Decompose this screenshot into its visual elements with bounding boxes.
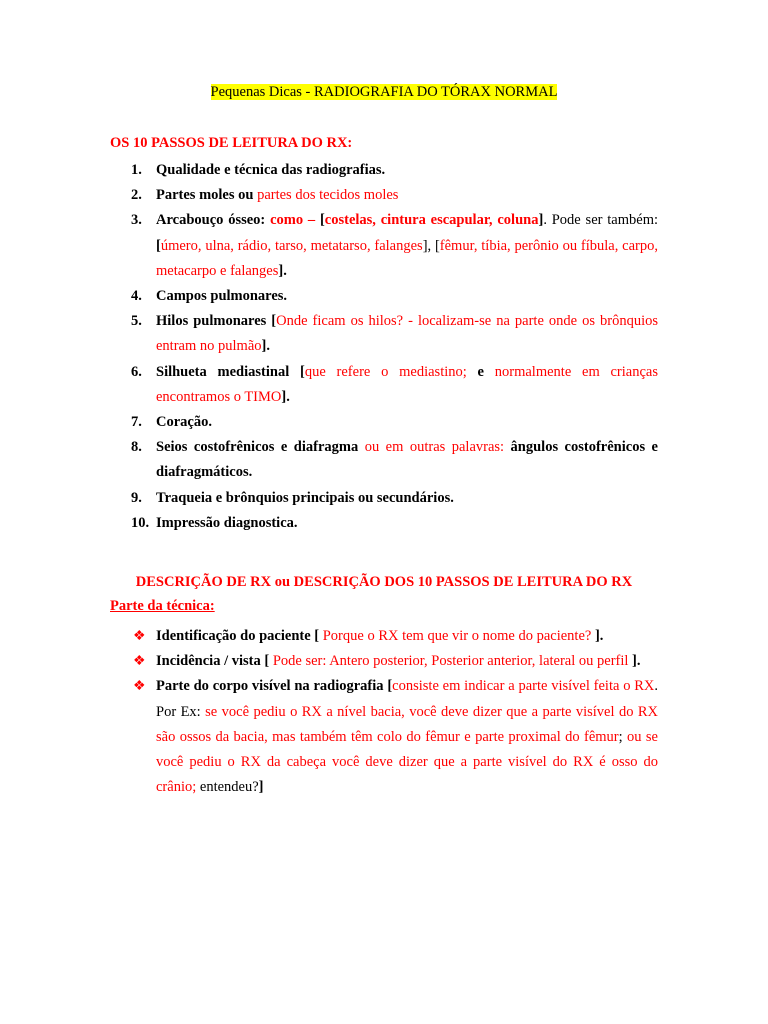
list-item-note: fêmur, tíbia, perônio ou fíbula, carpo, metacarpo e falanges (156, 237, 658, 279)
bracket: [ (319, 212, 325, 229)
list-item-text: Hilos pulmonares (156, 313, 272, 330)
list-item-note: costelas, cintura escapular, coluna (324, 212, 539, 229)
list-item (131, 183, 658, 208)
bracket: ] (258, 779, 264, 796)
list-item-number: 9. (131, 489, 142, 506)
list-item-number: 7. (131, 414, 142, 431)
bracket: [ (271, 313, 277, 330)
list-item-text: Parte do corpo visível na radiografia [ (156, 678, 393, 695)
list-item (131, 309, 658, 359)
list-item-number: 8. (131, 439, 142, 456)
list-item (131, 486, 658, 511)
list-item-text: Seios costofrênicos e diafragma (156, 439, 365, 456)
list-item-text: Impressão diagnostica. (156, 514, 298, 531)
list-item-text: Arcabouço ósseo: (156, 212, 271, 229)
diamond-bullet-icon: ❖ (133, 654, 146, 670)
page-title (0, 84, 768, 101)
list-item-text: e (477, 363, 484, 380)
technique-list (131, 624, 658, 800)
list-item-text: Silhueta mediastinal (156, 363, 300, 380)
list-item (131, 284, 658, 309)
subheading-technique: Parte da técnica: (110, 598, 215, 614)
list-item-number: 6. (131, 363, 142, 380)
list-item-text: entendeu? (196, 779, 259, 796)
list-item-number: 1. (131, 162, 142, 178)
list-item-number: 10. (131, 514, 150, 531)
list-item-note: partes dos tecidos moles (257, 187, 399, 204)
section-heading-description: DESCRIÇÃO DE RX ou DESCRIÇÃO DOS 10 PASSOS DE LEITURA DO RX (135, 574, 633, 590)
bracket: ]. (281, 388, 290, 405)
section-heading-steps: OS 10 PASSOS DE LEITURA DO RX: (110, 135, 353, 151)
diamond-bullet-icon: ❖ (133, 629, 146, 644)
list-item-text: Partes moles ou (156, 187, 258, 204)
list-item (131, 649, 658, 674)
steps-list (131, 158, 658, 536)
list-item-number: 2. (131, 187, 142, 204)
list-item (131, 208, 658, 284)
list-item-note: Pode ser: Antero posterior, Posterior anterior, lateral ou perfil (272, 653, 633, 670)
diamond-bullet-icon: ❖ (133, 679, 146, 695)
list-item (131, 435, 658, 485)
list-item-text: . Por Ex: (156, 678, 659, 720)
list-item-note: consiste em indicar a parte visível feita o RX (392, 678, 655, 695)
bracket: [ (300, 363, 305, 380)
bracket: ]. (632, 653, 641, 670)
list-item-text: . Pode ser também: (543, 212, 658, 229)
list-item-text: ângulos costofrênicos e diafragmáticos. (156, 439, 658, 481)
list-item (131, 158, 658, 183)
list-item-note: úmero, ulna, rádio, tarso, metatarso, falanges (160, 237, 423, 254)
list-item-note: normalmente em crianças encontramos o TIMO (156, 363, 658, 405)
list-item-text: Coração. (156, 414, 212, 431)
list-item-note: ou em outras palavras: (364, 439, 511, 456)
list-item (131, 410, 658, 435)
list-item-text: Traqueia e brônquios principais ou secundários. (156, 489, 454, 506)
list-item-text: Qualidade e técnica das radiografias. (156, 162, 386, 178)
list-item (131, 360, 658, 410)
list-item-text: Campos pulmonares. (156, 288, 288, 305)
list-item (131, 511, 658, 536)
list-item-text: Identificação do paciente [ (156, 628, 323, 644)
bracket: ], [ (422, 237, 440, 254)
list-item-note: ou se você pediu o RX da cabeça você deve dizer que a parte visível do RX é osso do crânio; (156, 728, 658, 796)
list-item (131, 674, 658, 800)
list-item-note: Onde ficam os hilos? - localizam-se na parte onde os brônquios entram no pulmão (156, 313, 658, 355)
list-item-note: Porque o RX tem que vir o nome do paciente? (322, 628, 595, 644)
bracket: ]. (278, 262, 287, 279)
list-item-number: 4. (131, 288, 142, 305)
list-item-note: como – (270, 212, 320, 229)
bracket: [ (156, 237, 161, 254)
page-title-text: Pequenas Dicas - RADIOGRAFIA DO TÓRAX NORMAL (210, 84, 558, 100)
list-item-note: que refere o mediastino; (304, 363, 478, 380)
list-item-number: 5. (131, 313, 142, 330)
list-item-note: se você pediu o RX a nível bacia, você deve dizer que a parte visível do RX são ossos da bacia, mas também têm colo do fêmur e parte proximal do fêmur (156, 703, 659, 745)
bracket: ]. (261, 338, 270, 355)
list-item (131, 624, 658, 649)
list-item-text: ; (618, 728, 628, 745)
list-item-text: Incidência / vista [ (156, 653, 273, 670)
list-item-number: 3. (131, 212, 142, 229)
bracket: ] (538, 212, 544, 229)
bracket: ]. (594, 628, 604, 644)
